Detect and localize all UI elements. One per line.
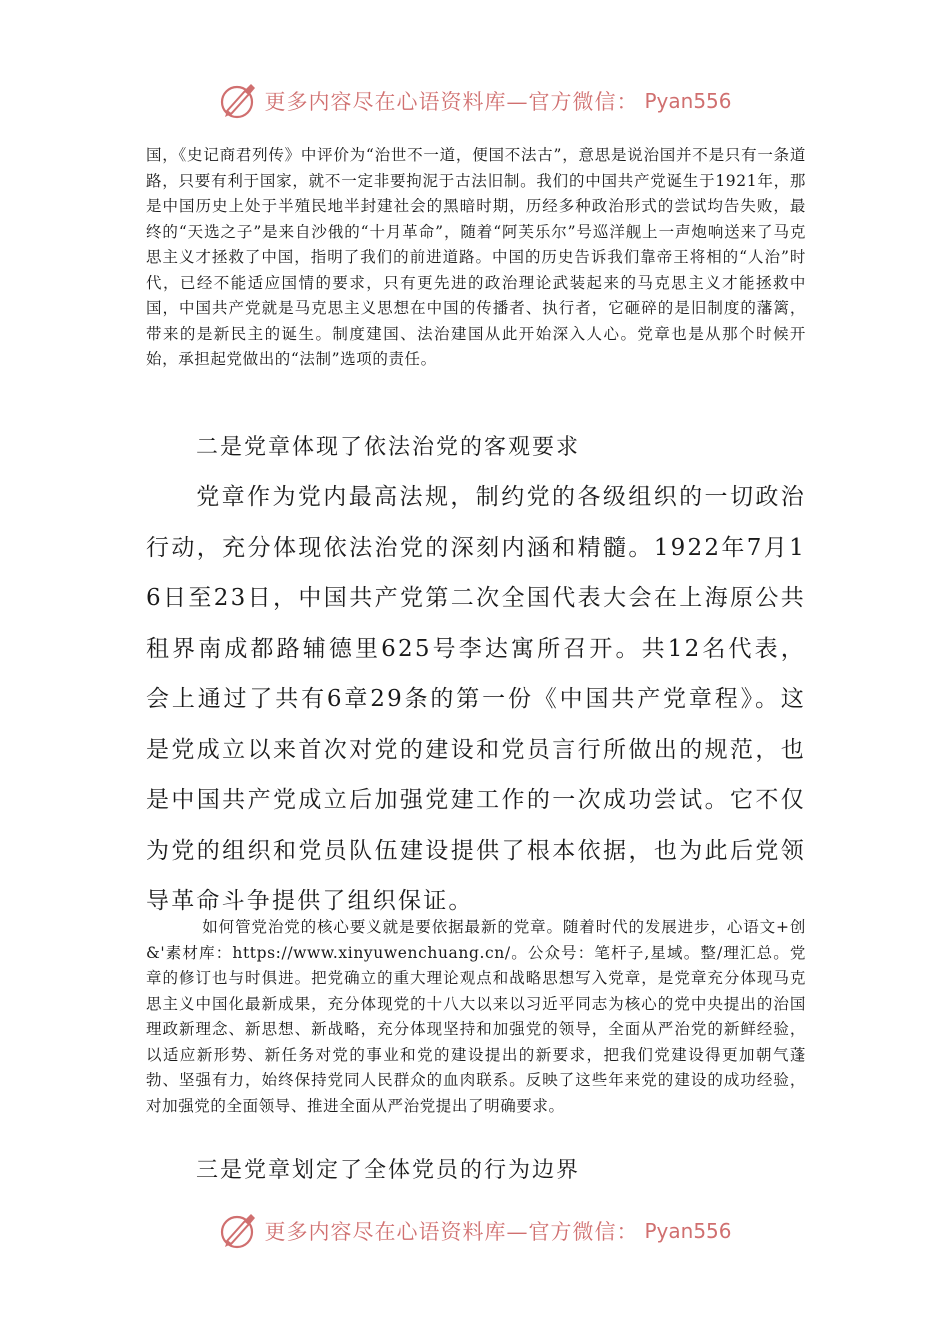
header-banner [0, 78, 950, 124]
paragraph-party-constitution-text: 党章作为党内最高法规，制约党的各级组织的一切政治行动，充分体现依法治党的深刻内涵和精髓。1922年7月16日至23日，中国共产党第二次全国代表大会在上海原公共租界南成都路辅德里625号李达寓所召开。共12名代表，会上通过了共有6章29条的第一份《中国共产党章程》。这是党成立以来首次对党的建设和党员言行所做出的规范，也是中国共产党成立后加强党建工作的一次成功尝试。它不仅为党的组织和党员队伍建设提供了根本依据，也为此后党领导革命斗争提供了组织保证。 [146, 484, 806, 914]
paragraph-latest-constitution [146, 915, 806, 1119]
banner-text: 更多内容尽在心语资料库—官方微信： [264, 90, 639, 114]
section-heading-two: 二是党章体现了依法治党的客观要求 [196, 435, 581, 460]
pen-logo-icon [218, 81, 258, 121]
pen-logo-icon [218, 1211, 258, 1251]
banner-text: 更多内容尽在心语资料库—官方微信： [264, 1220, 639, 1244]
banner-wechat-id: Pyan556 [644, 1219, 732, 1243]
banner-wechat-id: Pyan556 [644, 89, 732, 113]
paragraph-party-constitution [146, 472, 806, 927]
footer-banner [0, 1208, 950, 1254]
paragraph-latest-constitution-text: 如何管党治党的核心要义就是要依据最新的党章。随着时代的发展进步，心语文+创&'素材库：https://www.xinyuwenchuang.cn/。公众号：笔杆子,星域。整/理汇总。党章的修订也与时俱进。把党确立的重大理论观点和战略思想写入党章，是党章充分体现马克思主义中国化最新成果，充分体现党的十八大以来以习近平同志为核心的党中央提出的治国理政新理念、新思想、新战略，充分体现坚持和加强党的领导，全面从严治党的新鲜经验，以适应新形势、新任务对党的事业和党的建设提出的新要求，把我们党建设得更加朝气蓬勃、坚强有力，始终保持党同人民群众的血肉联系。反映了这些年来党的建设的成功经验，对加强党的全面领导、推进全面从严治党提出了明确要求。 [146, 918, 806, 1115]
paragraph-history: 国，《史记商君列传》中评价为“治世不一道，便国不法古”，意思是说治国并不是只有一条道路，只要有利于国家，就不一定非要拘泥于古法旧制。我们的中国共产党诞生于1921年，那是中国历史上处于半殖民地半封建社会的黑暗时期，历经多种政治形式的尝试均告失败，最终的“天选之子”是来自沙俄的“十月革命”，随着“阿芙乐尔”号巡洋舰上一声炮响送来了马克思主义才拯救了中国，指明了我们的前进道路。中国的历史告诉我们靠帝王将相的“人治”时代，已经不能适应国情的要求，只有更先进的政治理论武装起来的马克思主义才能拯救中国，中国共产党就是马克思主义思想在中国的传播者、执行者，它砸碎的是旧制度的藩篱，带来的是新民主的诞生。制度建国、法治建国从此开始深入人心。党章也是从那个时候开始，承担起党做出的“法制”选项的责任。 [146, 146, 806, 368]
section-heading-three: 三是党章划定了全体党员的行为边界 [196, 1158, 581, 1183]
